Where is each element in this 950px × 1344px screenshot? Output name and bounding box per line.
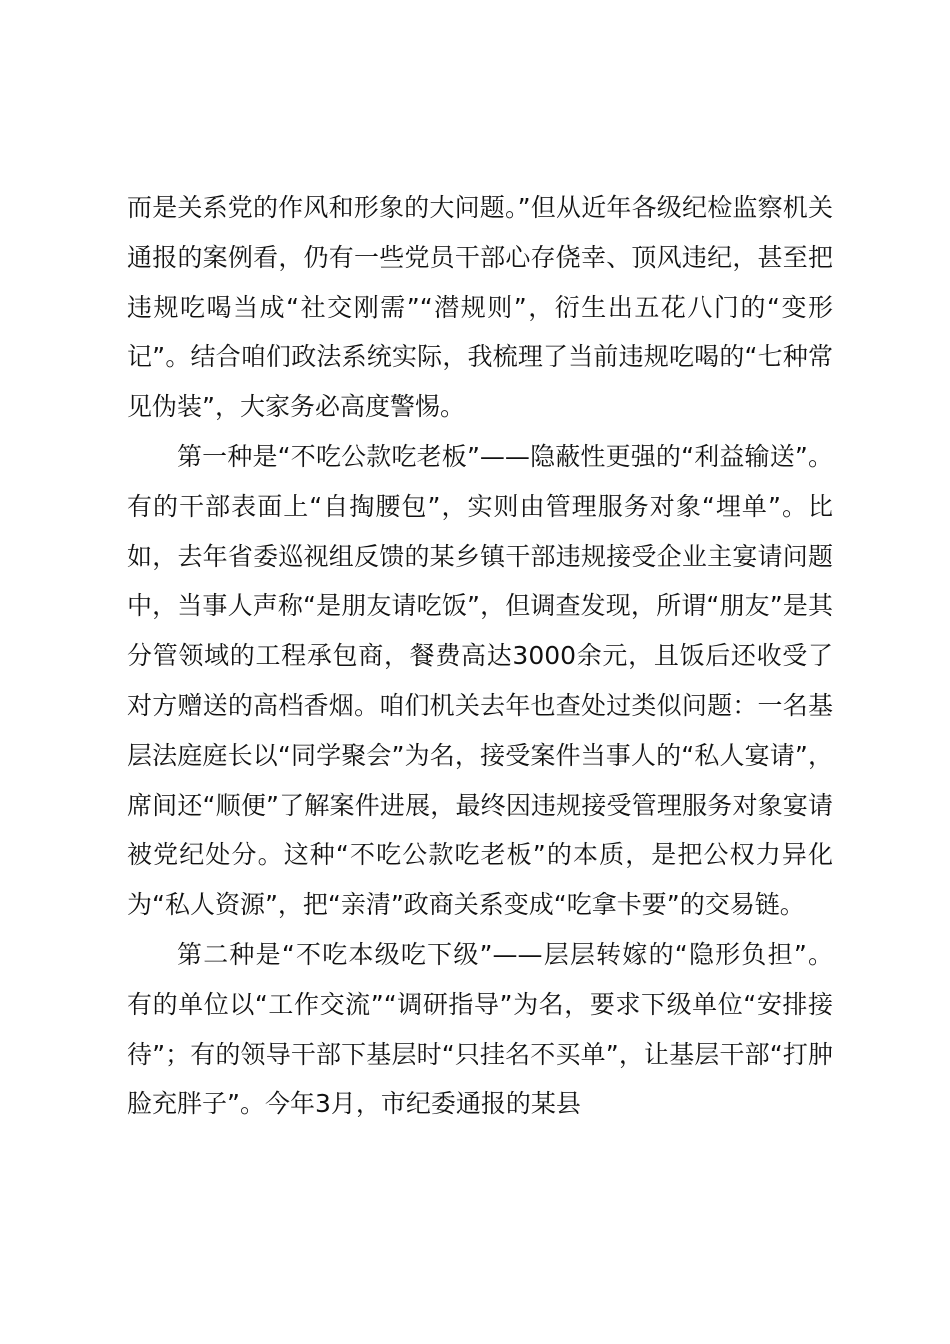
paragraph-intro: 而是关系党的作风和形象的大问题。”但从近年各级纪检监察机关通报的案例看，仍有一些党员干部心存侥幸、顶风违纪，甚至把违规吃喝当成“社交刚需”“潜规则”，衍生出五花八门的“变形记”。结合咱们政法系统实际，我梳理了当前违规吃喝的“七种常见伪装”，大家务必高度警惕。 bbox=[127, 193, 833, 422]
paragraph-second-type: 第二种是“不吃本级吃下级”——层层转嫁的“隐形负担”。 有的单位以“工作交流”“调研指导”为名，要求下级单位“安排接待”；有的领导干部下基层时“只挂名不买单”，让基层干部“打肿脸充胖子”。今年3月，市纪委通报的某县 bbox=[127, 939, 833, 1119]
paragraph-first-type: 第一种是“不吃公款吃老板”——隐蔽性更强的“利益输送”。 有的干部表面上“自掏腰包”，实则由管理服务对象“埋单”。比如，去年省委巡视组反馈的某乡镇干部违规接受企业主宴请问题中，当事人声称“是朋友请吃饭”，但调查发现，所谓“朋友”是其分管领域的工程承包商，餐费高达3000余元，且饭后还收受了对方赠送的高档香烟。咱们机关去年也查处过类似问题：一名基层法庭庭长以“同学聚会”为名，接受案件当事人的“私人宴请”，席间还“顺便”了解案件进展，最终因违规接受管理服务对象宴请被党纪处分。这种“不吃公款吃老板”的本质，是把公权力异化为“私人资源”，把“亲清”政商关系变成“吃拿卡要”的交易链。 bbox=[127, 441, 833, 920]
document-body bbox=[127, 183, 833, 1129]
